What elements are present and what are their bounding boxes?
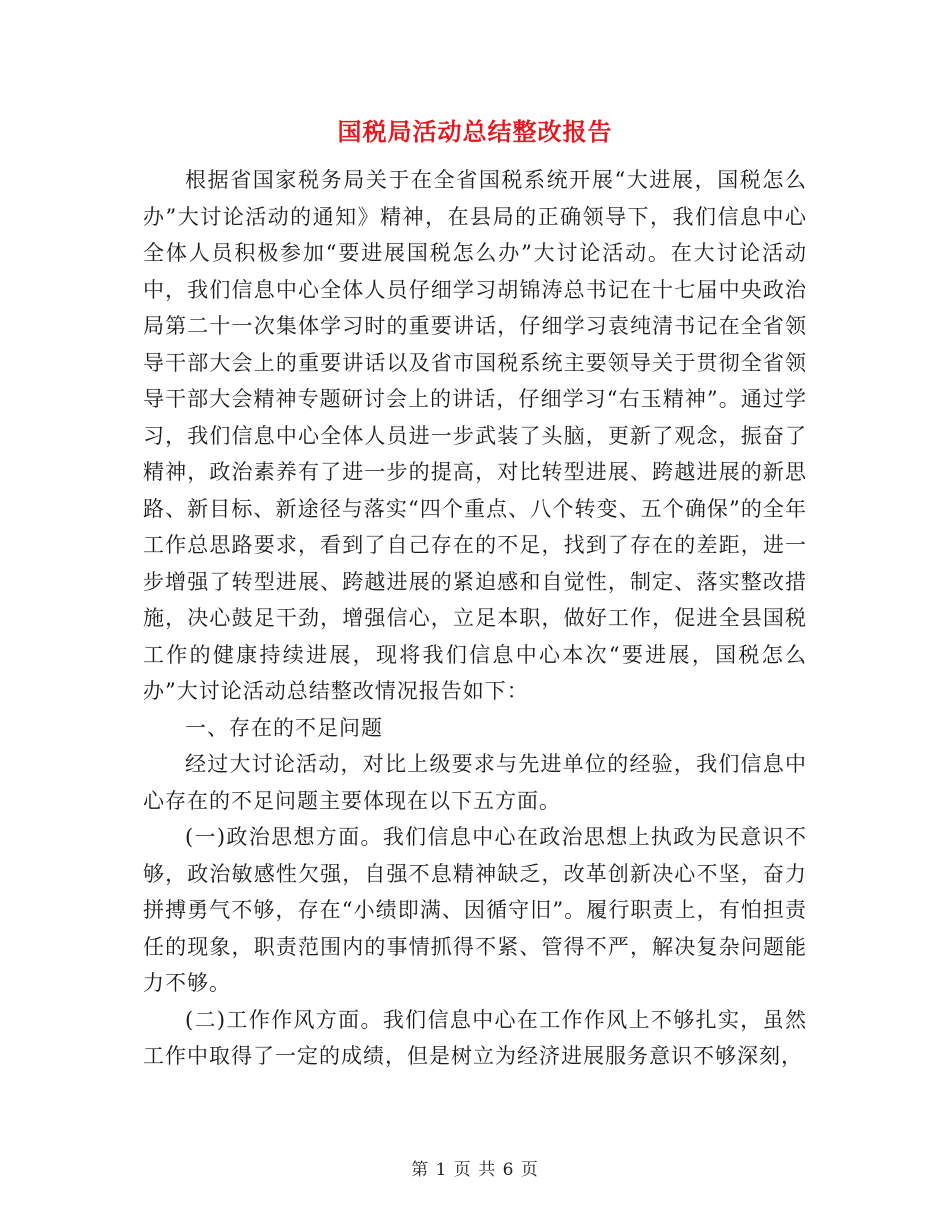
document-body bbox=[143, 162, 807, 1075]
document-title: 国税局活动总结整改报告 bbox=[337, 117, 613, 146]
paragraph-overview: 经过大讨论活动，对比上级要求与先进单位的经验，我们信息中心存在的不足问题主要体现在以下五方面。 bbox=[143, 752, 807, 813]
section-heading: 一、存在的不足问题 bbox=[185, 715, 383, 740]
page-number-footer: 第 1 页 共 6 页 bbox=[411, 1160, 539, 1180]
paragraph-work-style: (二)工作作风方面。我们信息中心在工作作风上不够扎实，虽然工作中取得了一定的成绩，但是树立为经济进展服务意识不够深刻， bbox=[143, 1007, 807, 1068]
paragraph-political: (一)政治思想方面。我们信息中心在政治思想上执政为民意识不够，政治敏感性欠强，自强不息精神缺乏，改革创新决心不坚，奋力拼搏勇气不够，存在“小绩即满、因循守旧”。履行职责上，有怕担责任的现象，职责范围内的事情抓得不紧、管得不严，解决复杂问题能力不够。 bbox=[143, 825, 807, 995]
paragraph-intro: 根据省国家税务局关于在全省国税系统开展“大进展，国税怎么办”大讨论活动的通知》精神，在县局的正确领导下，我们信息中心全体人员积极参加“要进展国税怎么办”大讨论活动。在大讨论活动中，我们信息中心全体人员仔细学习胡锦涛总书记在十七届中央政治局第二十一次集体学习时的重要讲话，仔细学习袁纯清书记在全省领导干部大会上的重要讲话以及省市国税系统主要领导关于贯彻全省领导干部大会精神专题研讨会上的讲话，仔细学习“右玉精神”。通过学习，我们信息中心全体人员进一步武装了头脑，更新了观念，振奋了精神，政治素养有了进一步的提高，对比转型进展、跨越进展的新思路、新目标、新途径与落实“四个重点、八个转变、五个确保”的全年工作总思路要求，看到了自己存在的不足，找到了存在的差距，进一步增强了转型进展、跨越进展的紧迫感和自觉性，制定、落实整改措施，决心鼓足干劲，增强信心，立足本职，做好工作，促进全县国税工作的健康持续进展，现将我们信息中心本次“要进展，国税怎么办”大讨论活动总结整改情况报告如下： bbox=[143, 168, 807, 703]
